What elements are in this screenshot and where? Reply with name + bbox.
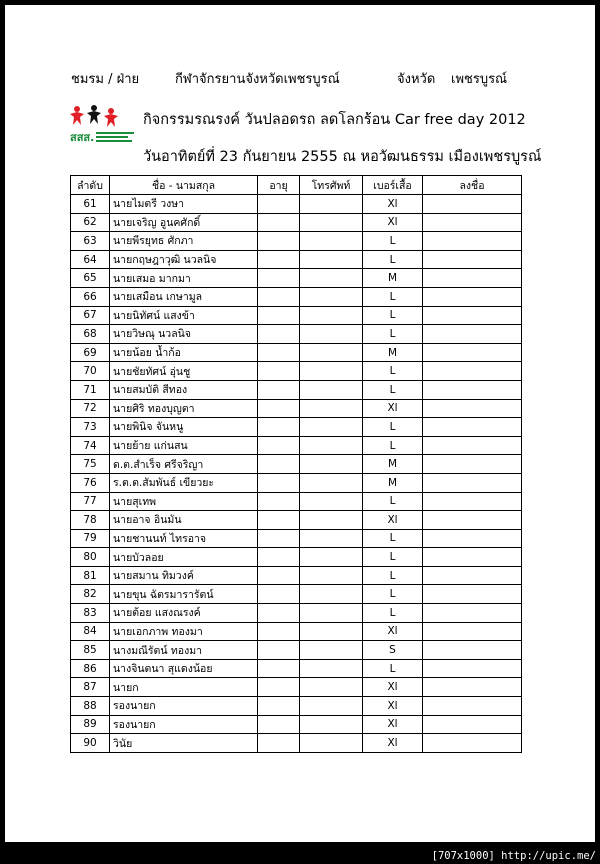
table-row [71,604,522,623]
participant-name: นางมณีรัตน์ ทองมา [110,641,258,660]
participant-name: นายน้อย น้ำก้อ [110,343,258,362]
table-row [71,585,522,604]
participant-table [70,175,522,753]
shirt-size: L [363,306,423,325]
participant-name: วินัย [110,734,258,753]
age-cell [258,455,300,474]
row-number: 76 [71,473,110,492]
signature-cell [423,269,522,288]
shirt-size: Xl [363,622,423,641]
age-cell [258,659,300,678]
shirt-size: Xl [363,195,423,214]
row-number: 82 [71,585,110,604]
table-row [71,436,522,455]
phone-cell [300,622,363,641]
signature-cell [423,715,522,734]
shirt-size: Xl [363,715,423,734]
shirt-size: M [363,343,423,362]
participant-name: นายย้าย แก่นสน [110,436,258,455]
age-cell [258,585,300,604]
shirt-size: L [363,436,423,455]
signature-cell [423,232,522,251]
row-number: 86 [71,659,110,678]
age-cell [258,548,300,567]
phone-cell [300,659,363,678]
row-number: 74 [71,436,110,455]
age-cell [258,362,300,381]
phone-cell [300,380,363,399]
signature-cell [423,492,522,511]
table-row [71,659,522,678]
phone-cell [300,604,363,623]
signature-cell [423,455,522,474]
age-cell [258,622,300,641]
table-row [71,325,522,344]
row-number: 90 [71,734,110,753]
shirt-size: L [363,604,423,623]
age-cell [258,715,300,734]
col-header-no: ลำดับ [71,176,110,195]
phone-cell [300,548,363,567]
table-row [71,697,522,716]
shirt-size: L [363,287,423,306]
age-cell [258,604,300,623]
participant-name: นายก [110,678,258,697]
phone-cell [300,213,363,232]
signature-cell [423,325,522,344]
participant-name: นายอาจ อินมัน [110,511,258,530]
signature-cell [423,622,522,641]
phone-cell [300,418,363,437]
age-cell [258,269,300,288]
age-cell [258,380,300,399]
shirt-size: L [363,529,423,548]
phone-cell [300,511,363,530]
row-number: 67 [71,306,110,325]
table-row [71,250,522,269]
participant-name: นายบัวลอย [110,548,258,567]
age-cell [258,492,300,511]
participant-name: นายต้อย แสงณรงค์ [110,604,258,623]
signature-cell [423,604,522,623]
table-row [71,399,522,418]
age-cell [258,678,300,697]
row-number: 78 [71,511,110,530]
phone-cell [300,436,363,455]
phone-cell [300,455,363,474]
participant-name: นายพินิจ จันหนู [110,418,258,437]
province-label: จังหวัด [397,72,436,87]
col-header-age: อายุ [258,176,300,195]
row-number: 69 [71,343,110,362]
signature-cell [423,473,522,492]
phone-cell [300,641,363,660]
participant-name: นายเสมอ มากมา [110,269,258,288]
participant-name: นางจินตนา สุแดงน้อย [110,659,258,678]
shirt-size: M [363,269,423,288]
age-cell [258,418,300,437]
participant-name: นายกฤษฎาวุฒิ นวลนิจ [110,250,258,269]
row-number: 64 [71,250,110,269]
age-cell [258,436,300,455]
phone-cell [300,269,363,288]
signature-cell [423,362,522,381]
table-row [71,473,522,492]
shirt-size: L [363,362,423,381]
phone-cell [300,566,363,585]
participant-name: นายสมาน ทิมวงค์ [110,566,258,585]
phone-cell [300,362,363,381]
table-row [71,213,522,232]
participant-name: ร.ต.ต.สัมพันธ์ เขียวยะ [110,473,258,492]
signature-cell [423,511,522,530]
age-cell [258,511,300,530]
signature-cell [423,213,522,232]
club-header-row [5,68,595,88]
age-cell [258,399,300,418]
age-cell [258,213,300,232]
age-cell [258,287,300,306]
table-row [71,566,522,585]
table-row [71,548,522,567]
signature-cell [423,659,522,678]
signature-cell [423,306,522,325]
table-row [71,306,522,325]
table-row [71,715,522,734]
shirt-size: L [363,585,423,604]
club-label: ชมรม / ฝ่าย [71,72,140,87]
col-header-name: ชื่อ - นามสกุล [110,176,258,195]
phone-cell [300,250,363,269]
table-row [71,511,522,530]
row-number: 65 [71,269,110,288]
row-number: 61 [71,195,110,214]
participant-name: นายวิษณุ นวลนิจ [110,325,258,344]
shirt-size: Xl [363,399,423,418]
phone-cell [300,343,363,362]
shirt-size: Xl [363,734,423,753]
signature-cell [423,678,522,697]
participant-name: นายเจริญ อูนคศักดิ์ [110,213,258,232]
phone-cell [300,585,363,604]
participant-name: รองนายก [110,697,258,716]
age-cell [258,641,300,660]
table-row [71,529,522,548]
phone-cell [300,473,363,492]
row-number: 83 [71,604,110,623]
table-header-row [71,176,522,195]
participant-name: ด.ต.สำเร็จ ศรีจริญา [110,455,258,474]
row-number: 85 [71,641,110,660]
row-number: 88 [71,697,110,716]
signature-cell [423,529,522,548]
participant-name: นายขุน ฉัตรมารารัตน์ [110,585,258,604]
signature-cell [423,566,522,585]
table-row [71,343,522,362]
participant-name: นายชัยทัศน์ อุ่นชู [110,362,258,381]
row-number: 77 [71,492,110,511]
age-cell [258,473,300,492]
table-row [71,362,522,381]
table-row [71,734,522,753]
row-number: 70 [71,362,110,381]
logo-text: สสส. [70,131,95,144]
age-cell [258,325,300,344]
province-value: เพชรบูรณ์ [451,72,508,87]
age-cell [258,343,300,362]
shirt-size: L [363,418,423,437]
participant-name: นายไมตรี วงษา [110,195,258,214]
phone-cell [300,734,363,753]
table-row [71,622,522,641]
event-date-place: วันอาทิตย์ที่ 23 กันยายน 2555 ณ หอวัฒนธรรม เมืองเพชรบูรณ์ [143,149,542,165]
col-header-shirt-size: เบอร์เสื้อ [363,176,423,195]
participant-name: นายชานนท์ ไทรอาจ [110,529,258,548]
shirt-size: M [363,473,423,492]
table-row [71,492,522,511]
participant-name: นายเอกภาพ ทองมา [110,622,258,641]
row-number: 89 [71,715,110,734]
signature-cell [423,641,522,660]
row-number: 73 [71,418,110,437]
phone-cell [300,529,363,548]
table-row [71,195,522,214]
event-title: กิจกรรมรณรงค์ วันปลอดรถ ลดโลกร้อน Car free day 2012 [143,112,526,128]
table-row [71,269,522,288]
phone-cell [300,715,363,734]
phone-cell [300,287,363,306]
signature-cell [423,287,522,306]
participant-name: รองนายก [110,715,258,734]
shirt-size: S [363,641,423,660]
signature-cell [423,697,522,716]
row-number: 84 [71,622,110,641]
col-header-phone: โทรศัพท์ [300,176,363,195]
row-number: 71 [71,380,110,399]
age-cell [258,697,300,716]
signature-cell [423,585,522,604]
participant-name: นายเสมือน เกษามูล [110,287,258,306]
table-row [71,380,522,399]
row-number: 87 [71,678,110,697]
phone-cell [300,325,363,344]
age-cell [258,734,300,753]
shirt-size: Xl [363,213,423,232]
col-header-signature: ลงชื่อ [423,176,522,195]
row-number: 75 [71,455,110,474]
row-number: 81 [71,566,110,585]
shirt-size: L [363,548,423,567]
phone-cell [300,697,363,716]
participant-name: นายนิทัศน์ แสงข้า [110,306,258,325]
shirt-size: Xl [363,697,423,716]
row-number: 79 [71,529,110,548]
signature-cell [423,343,522,362]
age-cell [258,529,300,548]
document-page [5,5,595,842]
shirt-size: Xl [363,511,423,530]
table-row [71,641,522,660]
signature-cell [423,436,522,455]
club-value: กีฬาจักรยานจังหวัดเพชรบูรณ์ [175,72,340,87]
signature-cell [423,380,522,399]
shirt-size: L [363,566,423,585]
age-cell [258,306,300,325]
table-row [71,232,522,251]
row-number: 80 [71,548,110,567]
signature-cell [423,418,522,437]
age-cell [258,250,300,269]
table-row [71,287,522,306]
phone-cell [300,492,363,511]
row-number: 63 [71,232,110,251]
shirt-size: Xl [363,678,423,697]
shirt-size: L [363,232,423,251]
signature-cell [423,548,522,567]
phone-cell [300,306,363,325]
signature-cell [423,734,522,753]
shirt-size: L [363,492,423,511]
sss-logo [68,103,138,145]
table-row [71,418,522,437]
row-number: 62 [71,213,110,232]
age-cell [258,566,300,585]
table-row [71,678,522,697]
phone-cell [300,399,363,418]
row-number: 68 [71,325,110,344]
participant-name: นายศิริ ทองบุญตา [110,399,258,418]
shirt-size: L [363,325,423,344]
row-number: 66 [71,287,110,306]
phone-cell [300,678,363,697]
phone-cell [300,195,363,214]
signature-cell [423,399,522,418]
shirt-size: L [363,659,423,678]
shirt-size: L [363,250,423,269]
signature-cell [423,195,522,214]
age-cell [258,232,300,251]
age-cell [258,195,300,214]
watermark-footer: [707x1000] http://upic.me/ [431,850,596,862]
participant-name: นายพีรยุทธ ศักภา [110,232,258,251]
signature-cell [423,250,522,269]
participant-name: นายสมบัติ สีทอง [110,380,258,399]
shirt-size: L [363,380,423,399]
phone-cell [300,232,363,251]
table-row [71,455,522,474]
shirt-size: M [363,455,423,474]
row-number: 72 [71,399,110,418]
participant-name: นายสุเทพ [110,492,258,511]
